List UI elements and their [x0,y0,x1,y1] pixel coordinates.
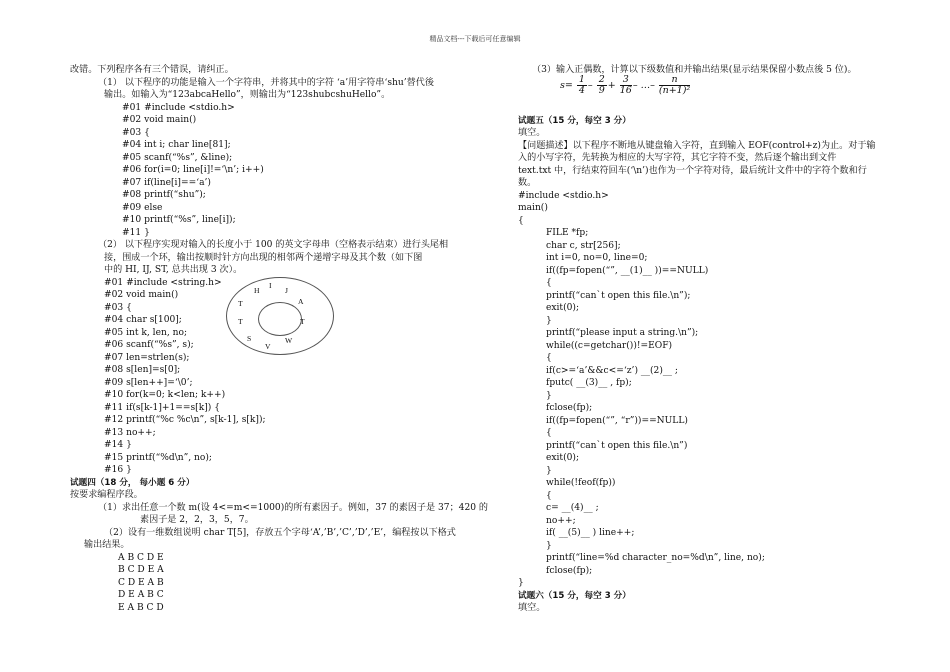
problem-description: 入的小写字符，先转换为相应的大写字符，其它字符不变，然后逐个输出到文件 [518,153,837,163]
ring-letter: J [285,286,288,295]
code-line: #06 scanf(“%s”, s); [104,340,194,350]
page-header: 精品文档---下载后可任意编辑 [429,35,521,43]
code-line: #09 else [122,202,163,213]
ring-letter: H [254,286,260,295]
fraction-n: $\frac{n}{\text{(n+1)²}}$ [658,74,691,96]
ring-letter: V [265,342,271,351]
code-line: #include <stdio.h> [518,190,609,201]
code-line-blank-5: if( __(5)__ ) line++; [546,528,635,538]
code-line: #10 printf(“%s”, line[i]); [122,215,236,225]
ring-letter: I [269,281,272,290]
code-line: { [546,353,552,363]
problem-1-title: （1） 以下程序的功能是输入一个字符串，并将其中的字符 ‘a’用字符串‘shu’替代後 [98,77,434,88]
ring-letter: W [285,336,293,345]
problem-1-title-cont: 输出。如输入为“123abcaHello”，则输出为“123shubcshuHello”。 [104,90,391,100]
ring-letter: T [238,299,243,308]
code-line: } [518,578,524,588]
code-line: } [546,390,552,401]
code-line: { [518,215,524,226]
code-line: #16 } [104,465,132,475]
code-line: exit(0); [546,303,580,313]
code-line: #01 #include <stdio.h> [122,102,235,113]
section-4-subtitle: 按要求编程序段。 [70,490,143,500]
code-line: } [546,465,552,476]
code-line: fclose(fp); [546,403,593,413]
code-line: if((fp=fopen(“”, “r”))==NULL) [546,415,688,426]
problem-2-title-cont: 接，围成一个环，输出按顺时针方向出现的相邻两个递增字母及其个数（如下图 [104,252,423,263]
pattern-row: C D E A B [118,577,164,588]
code-line: #05 int k, len, no; [104,327,188,338]
ring-letter: A [298,297,304,306]
code-line: printf(“can`t open this file.\n”) [546,440,688,451]
code-line: #02 void main() [122,115,197,125]
section-5-title: 试题五（15 分，每空 3 分） [518,115,631,126]
code-line: #12 printf(“%c %c\n”, s[k-1], s[k]); [104,415,266,425]
code-line: #08 s[len]=s[0]; [104,365,181,375]
right-column [518,64,918,615]
code-line: #03 { [104,302,132,313]
question-3: （3）输入正偶数，计算以下级数值和并输出结果(显示结果保留小数点後 5 位)。 [532,65,857,75]
code-line: while(!feof(fp)) [546,478,616,488]
intro-text: 改错。下列程序各有三个错误，请纠正。 [70,65,234,75]
code-line: #06 for(i=0; line[i]!=‘\n’; i++) [122,165,264,175]
ring-letter: S [247,334,252,343]
code-line: #03 { [122,127,150,138]
code-line: int i=0, no=0, line=0; [546,253,648,263]
pattern-row: A B C D E [118,552,164,563]
code-line: char c, str[256]; [546,240,621,251]
code-line: } [546,315,552,326]
pattern-row: D E A B C [118,590,164,600]
code-line: #02 void main() [104,290,179,300]
pattern-row: B C D E A [118,565,164,575]
question-1-cont: 素因子是 2，2，3，5，7。 [140,515,254,525]
code-line: printf(“can`t open this file.\n”); [546,290,691,301]
code-line: main() [518,203,548,213]
question-2: （2）设有一维数组说明 char T[5]，存放五个字母‘A’,’B’,’C’,’D’,’E’，编程按以下格式 [104,527,456,538]
fraction-2: $\frac{2}{9}$ [598,74,605,96]
code-line: #10 for(k=0; k<len; k++) [104,390,226,400]
problem-2-title: （2） 以下程序实现对输入的长度小于 100 的英文字母串（空格表示结束）进行头尾相 [98,240,449,250]
code-line: #05 scanf(“%s”, &line); [122,152,233,163]
code-line-blank-4: c= __(4)__ ; [546,503,599,513]
code-line-blank-1: if((fp=fopen(“”, __(1)__ ))==NULL) [546,265,709,276]
problem-2-title-cont: 中的 HI, IJ, ST, 总共出现 3 次）。 [104,265,243,275]
code-line: no++; [546,515,576,526]
code-line: #08 printf(“shu”); [122,190,206,200]
code-line: while((c=getchar())!=EOF) [546,340,673,351]
section-6-title: 试题六（15 分，每空 3 分） [518,590,631,601]
problem-description: 【问题描述】以下程序不断地从键盘输入字符，直到输入 EOF(control+z)为止。对于输 [518,140,876,151]
letter-ring-inner [258,302,302,336]
code-line-blank-3: fputc( __(3)__ , fp); [546,378,632,388]
code-line: #04 int i; char line[81]; [122,140,231,150]
formula-lhs: s= [560,80,573,91]
code-line: #09 s[len++]=‘\0’; [104,377,193,388]
fraction-3: $\frac{3}{16}$ [619,74,632,96]
code-line: #07 if(line[i]==‘a’) [122,177,211,188]
fraction-1: $\frac{1}{4}$ [578,74,585,96]
code-line: #13 no++; [104,427,156,438]
code-line: #11 if(s[k-1]+1==s[k]) { [104,402,221,413]
code-line: { [546,428,552,438]
code-line: printf(“line=%d character_no=%d\n”, line, no); [546,553,765,563]
code-line-blank-2: if(c>=‘a’&&c<=‘z’) __(2)__ ; [546,365,678,376]
code-line: #04 char s[100]; [104,315,182,325]
pattern-row: E A B C D [118,602,164,613]
question-2-cont: 输出结果。 [84,540,130,550]
code-line: #14 } [104,440,132,450]
section-6-subtitle: 填空。 [518,603,546,613]
series-formula: s= $\frac{1}{4}$ – $\frac{2}{9}$ + $\frac{3}{16}$ – …– $\frac{n}{\text{(n+1)²}}$ [560,74,691,96]
code-line: #01 #include <string.h> [104,277,222,288]
code-line: { [546,490,552,501]
code-line: { [546,278,552,288]
code-line: #07 len=strlen(s); [104,352,190,363]
code-line: fclose(fp); [546,565,593,576]
section-4-title: 试题四（18 分， 每小题 6 分） [70,477,195,488]
ring-letter: T [300,317,305,326]
question-1: （1）求出任意一个数 m(设 4<=m<=1000)的所有素因子。例如，37 的素因子是 37；420 的 [98,502,489,513]
problem-description: 数。 [518,178,537,188]
problem-description: text.txt 中，行结束符回车(‘\n’)也作为一个字符对待，最后统计文件中的字符个数和行 [518,165,867,176]
ring-letter: T [238,317,243,326]
section-5-subtitle: 填空。 [518,128,546,138]
formula-ellipsis: … [640,80,651,91]
code-line: } [546,540,552,551]
code-line: #15 printf(“%d\n”, no); [104,452,212,463]
code-line: FILE *fp; [546,228,589,238]
code-line: exit(0); [546,453,580,463]
code-line: printf(“please input a string.\n”); [546,328,699,338]
code-line: #11 } [122,227,150,238]
